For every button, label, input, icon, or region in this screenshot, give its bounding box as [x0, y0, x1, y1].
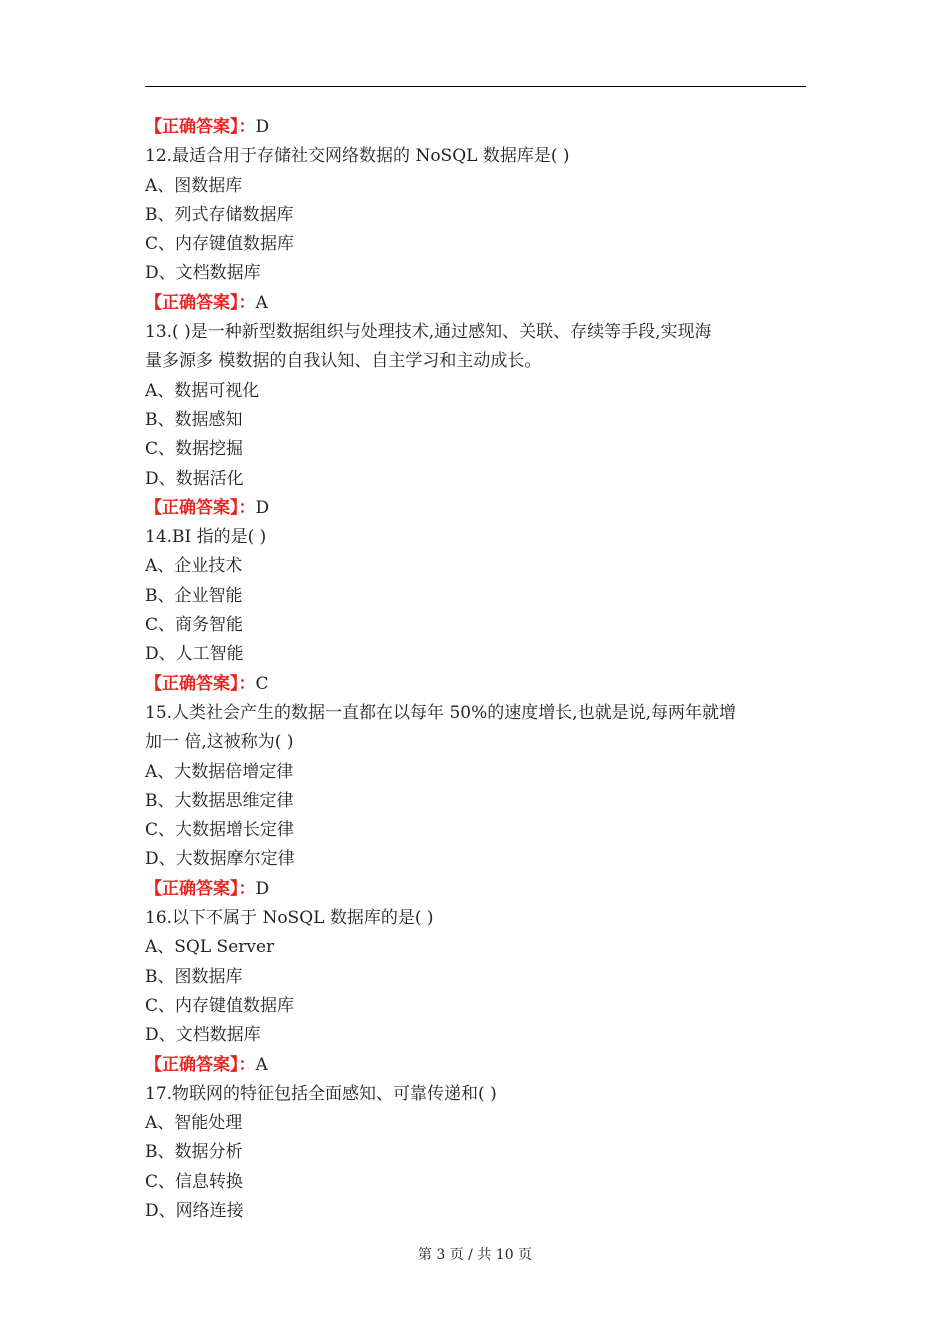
- option-a: A、SQL Server: [145, 937, 275, 958]
- answer-value: C: [255, 673, 269, 694]
- answer-label: 【正确答案】：: [145, 117, 256, 137]
- option-a: A、数据可视化: [145, 380, 260, 401]
- answer-label: 【正确答案】：: [145, 497, 256, 518]
- option-d: D、人工智能: [145, 644, 244, 665]
- option-b: B、数据感知: [145, 409, 243, 430]
- option-a: A、图数据库: [145, 175, 243, 196]
- option-c: C、内存键值数据库: [145, 995, 295, 1016]
- option-c: C、内存键值数据库: [145, 234, 295, 255]
- header-rule: [145, 86, 806, 87]
- question-stem: 17.物联网的特征包括全面感知、可靠传递和( ): [145, 1083, 497, 1104]
- answer-line: [145, 1051, 810, 1080]
- answer-label: 【正确答案】：: [145, 1054, 256, 1075]
- answer-line: [145, 670, 810, 699]
- option-d: D、数据活化: [145, 468, 244, 489]
- option-b: B、图数据库: [145, 966, 243, 987]
- question-stem-line-1: 13.( )是一种新型数据组织与处理技术,通过感知、关联、存续等手段,实现海: [145, 322, 712, 343]
- answer-value: D: [255, 117, 270, 137]
- question-stem: 16.以下不属于 NoSQL 数据库的是( ): [145, 908, 434, 929]
- answer-value: A: [255, 292, 268, 313]
- option-c: C、数据挖掘: [145, 439, 244, 460]
- answer-label: 【正确答案】：: [145, 673, 256, 694]
- option-c: C、信息转换: [145, 1171, 244, 1192]
- question-stem: 12.最适合用于存储社交网络数据的 NoSQL 数据库是( ): [145, 146, 570, 167]
- option-a: A、大数据倍增定律: [145, 761, 294, 782]
- answer-value: D: [255, 878, 270, 899]
- question-stem-line-2: 加一 倍,这被称为( ): [145, 732, 294, 753]
- answer-line: [145, 289, 810, 318]
- answer-value: D: [255, 497, 270, 518]
- option-b: B、大数据思维定律: [145, 790, 294, 811]
- answer-value: A: [255, 1054, 268, 1075]
- option-b: B、企业智能: [145, 585, 243, 606]
- option-c: C、大数据增长定律: [145, 820, 295, 841]
- page-content: [145, 113, 810, 1226]
- question-stem: 14.BI 指的是( ): [145, 527, 267, 548]
- option-a: A、智能处理: [145, 1113, 243, 1134]
- option-b: B、列式存储数据库: [145, 204, 294, 225]
- question-stem-line-1: 15.人类社会产生的数据一直都在以每年 50%的速度增长,也就是说,每两年就增: [145, 702, 737, 723]
- option-a: A、企业技术: [145, 556, 243, 577]
- answer-label: 【正确答案】：: [145, 878, 256, 899]
- answer-line: [145, 494, 810, 523]
- option-c: C、商务智能: [145, 615, 244, 636]
- page-footer: 第 3 页 / 共 10 页: [417, 1247, 533, 1263]
- question-stem-line-2: 量多源多 模数据的自我认知、自主学习和主动成长。: [145, 351, 542, 372]
- option-d: D、网络连接: [145, 1200, 244, 1221]
- option-b: B、数据分析: [145, 1142, 243, 1163]
- answer-line: [145, 875, 810, 904]
- option-d: D、文档数据库: [145, 263, 261, 284]
- answer-label: 【正确答案】：: [145, 292, 256, 313]
- answer-line: [145, 113, 810, 142]
- option-d: D、文档数据库: [145, 1025, 261, 1046]
- option-d: D、大数据摩尔定律: [145, 849, 295, 870]
